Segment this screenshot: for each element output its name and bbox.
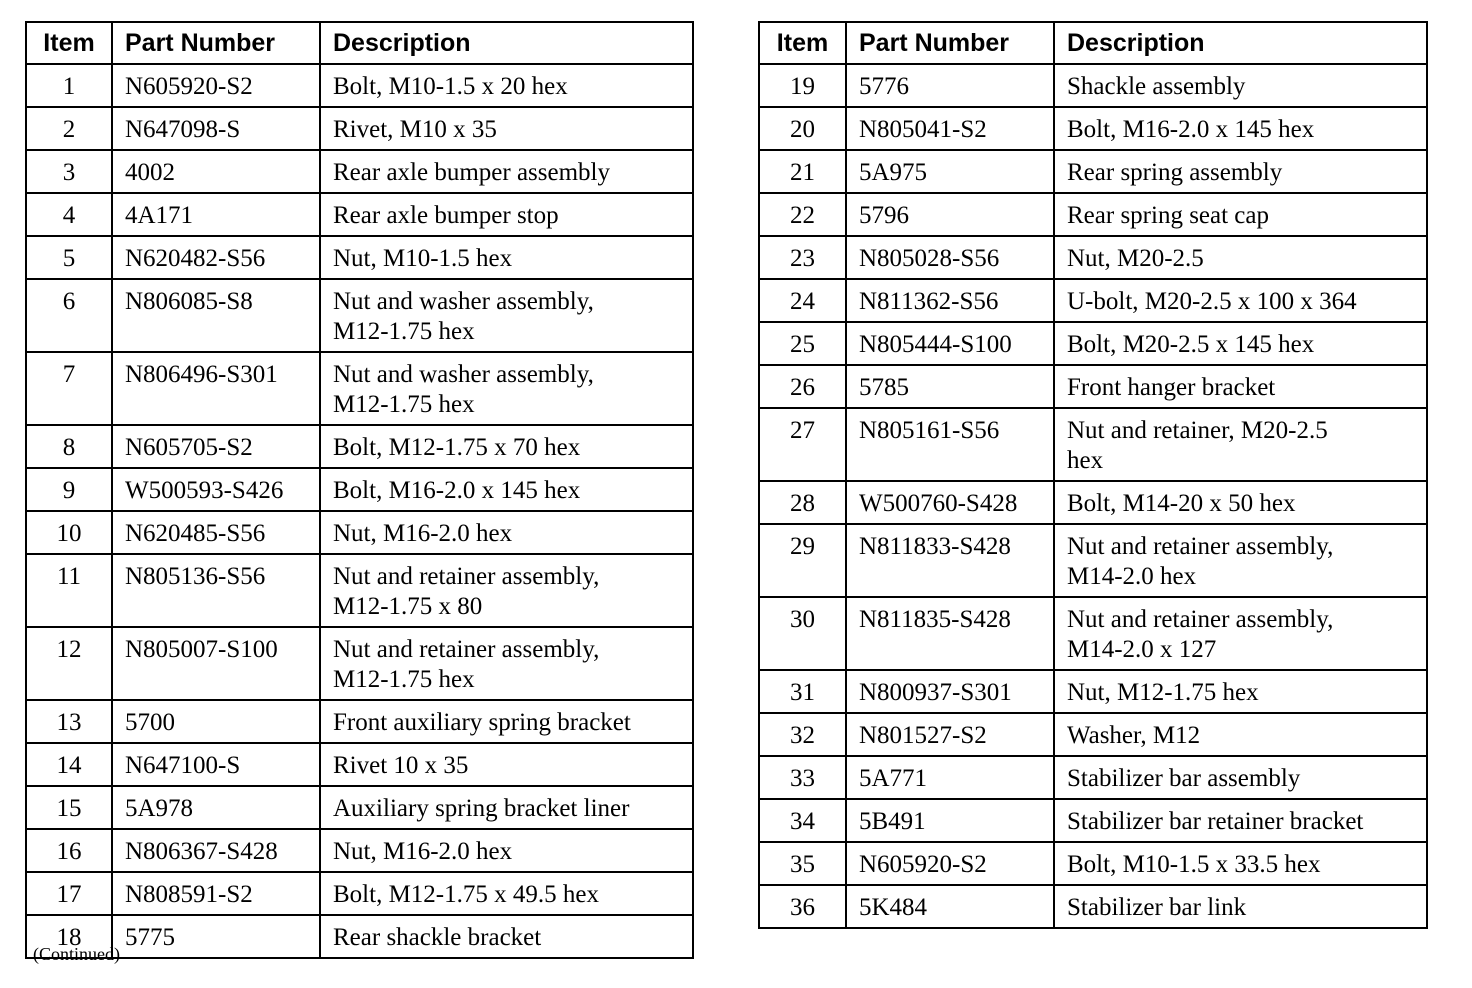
part-number: W500593-S426 bbox=[112, 468, 320, 511]
part-number: N805136-S56 bbox=[112, 554, 320, 627]
part-number: N805444-S100 bbox=[846, 322, 1054, 365]
table-row bbox=[759, 756, 1427, 799]
description bbox=[1054, 279, 1427, 322]
table-row bbox=[759, 279, 1427, 322]
item-number: 34 bbox=[759, 799, 846, 842]
description bbox=[1054, 713, 1427, 756]
part-number: N605705-S2 bbox=[112, 425, 320, 468]
header-description: Description bbox=[320, 22, 693, 64]
part-number: N811833-S428 bbox=[846, 524, 1054, 597]
description bbox=[320, 554, 693, 627]
description bbox=[320, 107, 693, 150]
item-number: 24 bbox=[759, 279, 846, 322]
item-number: 30 bbox=[759, 597, 846, 670]
table-row bbox=[759, 597, 1427, 670]
description-line: Nut and retainer assembly, bbox=[1067, 533, 1334, 560]
description-line: Nut, M12-1.75 hex bbox=[1067, 679, 1259, 706]
parts-table-left bbox=[25, 21, 694, 959]
table-row bbox=[26, 236, 693, 279]
description bbox=[320, 829, 693, 872]
description bbox=[1054, 236, 1427, 279]
description-line: Stabilizer bar retainer bracket bbox=[1067, 808, 1364, 835]
parts-table-right bbox=[758, 21, 1428, 929]
description bbox=[320, 236, 693, 279]
item-number: 33 bbox=[759, 756, 846, 799]
item-number: 2 bbox=[26, 107, 112, 150]
table-row bbox=[26, 352, 693, 425]
part-number: N805007-S100 bbox=[112, 627, 320, 700]
header-part-number: Part Number bbox=[112, 22, 320, 64]
description-line-2: M14-2.0 hex bbox=[1067, 563, 1197, 590]
description-line: Nut, M16-2.0 hex bbox=[333, 520, 513, 547]
part-number: 4002 bbox=[112, 150, 320, 193]
header-description: Description bbox=[1054, 22, 1427, 64]
table-row bbox=[26, 468, 693, 511]
item-number: 9 bbox=[26, 468, 112, 511]
item-number: 1 bbox=[26, 64, 112, 107]
header-item: Item bbox=[759, 22, 846, 64]
description-line: Washer, M12 bbox=[1067, 722, 1201, 749]
description bbox=[320, 700, 693, 743]
table-row bbox=[759, 236, 1427, 279]
description bbox=[1054, 107, 1427, 150]
item-number: 20 bbox=[759, 107, 846, 150]
table-row bbox=[26, 829, 693, 872]
description bbox=[320, 150, 693, 193]
table-row bbox=[759, 713, 1427, 756]
description-line: Bolt, M16-2.0 x 145 hex bbox=[333, 477, 581, 504]
part-number: N805028-S56 bbox=[846, 236, 1054, 279]
item-number: 32 bbox=[759, 713, 846, 756]
item-number: 22 bbox=[759, 193, 846, 236]
description bbox=[320, 511, 693, 554]
table-row bbox=[759, 365, 1427, 408]
description bbox=[1054, 799, 1427, 842]
description bbox=[320, 64, 693, 107]
item-number: 13 bbox=[26, 700, 112, 743]
part-number: N801527-S2 bbox=[846, 713, 1054, 756]
description-line: Nut and retainer assembly, bbox=[333, 636, 600, 663]
part-number: N800937-S301 bbox=[846, 670, 1054, 713]
table-row bbox=[759, 408, 1427, 481]
table-row bbox=[26, 64, 693, 107]
description bbox=[1054, 322, 1427, 365]
description-line: Bolt, M10-1.5 x 20 hex bbox=[333, 73, 568, 100]
table-row bbox=[26, 107, 693, 150]
description bbox=[1054, 756, 1427, 799]
description-line: Front hanger bracket bbox=[1067, 374, 1276, 401]
description bbox=[1054, 408, 1427, 481]
table-row bbox=[759, 842, 1427, 885]
description bbox=[320, 627, 693, 700]
table-row bbox=[759, 885, 1427, 928]
table-header-row bbox=[759, 22, 1427, 64]
description-line: Nut, M20-2.5 bbox=[1067, 245, 1204, 272]
description-line: Stabilizer bar link bbox=[1067, 894, 1247, 921]
description bbox=[1054, 481, 1427, 524]
description-line: Rear axle bumper stop bbox=[333, 202, 559, 229]
table-row bbox=[759, 150, 1427, 193]
item-number: 12 bbox=[26, 627, 112, 700]
item-number: 21 bbox=[759, 150, 846, 193]
description-line: Nut and retainer assembly, bbox=[1067, 606, 1334, 633]
description-line: Nut and washer assembly, bbox=[333, 288, 594, 315]
header-part-number: Part Number bbox=[846, 22, 1054, 64]
header-item: Item bbox=[26, 22, 112, 64]
part-number: N805161-S56 bbox=[846, 408, 1054, 481]
description bbox=[320, 915, 693, 958]
part-number: 4A171 bbox=[112, 193, 320, 236]
table-row bbox=[759, 524, 1427, 597]
item-number: 28 bbox=[759, 481, 846, 524]
table-row bbox=[26, 872, 693, 915]
description bbox=[320, 786, 693, 829]
description-line: Rear shackle bracket bbox=[333, 924, 542, 951]
description-line: Bolt, M16-2.0 x 145 hex bbox=[1067, 116, 1315, 143]
description-line: Rivet, M10 x 35 bbox=[333, 116, 497, 143]
item-number: 36 bbox=[759, 885, 846, 928]
table-row bbox=[759, 670, 1427, 713]
item-number: 17 bbox=[26, 872, 112, 915]
table-row bbox=[26, 279, 693, 352]
description bbox=[1054, 670, 1427, 713]
description-line-2: M12-1.75 x 80 bbox=[333, 593, 483, 620]
table-row bbox=[26, 627, 693, 700]
item-number: 31 bbox=[759, 670, 846, 713]
continued-note: (Continued) bbox=[33, 944, 120, 964]
item-number: 8 bbox=[26, 425, 112, 468]
table-row bbox=[26, 511, 693, 554]
table-row bbox=[26, 150, 693, 193]
table-row bbox=[26, 786, 693, 829]
part-number: 5785 bbox=[846, 365, 1054, 408]
item-number: 15 bbox=[26, 786, 112, 829]
description-line: Rear spring seat cap bbox=[1067, 202, 1270, 229]
part-number: N620482-S56 bbox=[112, 236, 320, 279]
description bbox=[320, 872, 693, 915]
part-number: N805041-S2 bbox=[846, 107, 1054, 150]
description-line: Nut, M10-1.5 hex bbox=[333, 245, 513, 272]
item-number: 7 bbox=[26, 352, 112, 425]
description bbox=[320, 352, 693, 425]
description-line: Bolt, M10-1.5 x 33.5 hex bbox=[1067, 851, 1321, 878]
description-line: Bolt, M14-20 x 50 hex bbox=[1067, 490, 1296, 517]
description bbox=[1054, 150, 1427, 193]
description bbox=[320, 425, 693, 468]
description-line: Stabilizer bar assembly bbox=[1067, 765, 1301, 792]
description bbox=[320, 468, 693, 511]
part-number: 5A978 bbox=[112, 786, 320, 829]
description bbox=[320, 193, 693, 236]
table-row bbox=[759, 799, 1427, 842]
item-number: 23 bbox=[759, 236, 846, 279]
description-line: Front auxiliary spring bracket bbox=[333, 709, 631, 736]
part-number: W500760-S428 bbox=[846, 481, 1054, 524]
part-number: N647100-S bbox=[112, 743, 320, 786]
description bbox=[1054, 842, 1427, 885]
part-number: N806496-S301 bbox=[112, 352, 320, 425]
table-row bbox=[26, 554, 693, 627]
description bbox=[1054, 193, 1427, 236]
item-number: 25 bbox=[759, 322, 846, 365]
description-line: U-bolt, M20-2.5 x 100 x 364 bbox=[1067, 288, 1357, 315]
description-line: Auxiliary spring bracket liner bbox=[333, 795, 630, 822]
description bbox=[320, 279, 693, 352]
item-number: 16 bbox=[26, 829, 112, 872]
item-number: 4 bbox=[26, 193, 112, 236]
item-number: 3 bbox=[26, 150, 112, 193]
table-row bbox=[26, 743, 693, 786]
description bbox=[1054, 885, 1427, 928]
description-line-2: hex bbox=[1067, 447, 1104, 474]
table-row bbox=[759, 193, 1427, 236]
description-line: Nut and washer assembly, bbox=[333, 361, 594, 388]
description-line: Rivet 10 x 35 bbox=[333, 752, 469, 779]
item-number: 5 bbox=[26, 236, 112, 279]
description-line: Shackle assembly bbox=[1067, 73, 1246, 100]
table-row bbox=[759, 107, 1427, 150]
table-row bbox=[759, 64, 1427, 107]
description-line: Bolt, M12-1.75 x 49.5 hex bbox=[333, 881, 599, 908]
part-number: N806367-S428 bbox=[112, 829, 320, 872]
part-number: N620485-S56 bbox=[112, 511, 320, 554]
item-number: 27 bbox=[759, 408, 846, 481]
description bbox=[1054, 524, 1427, 597]
table-row bbox=[26, 425, 693, 468]
part-number: N811362-S56 bbox=[846, 279, 1054, 322]
part-number: N808591-S2 bbox=[112, 872, 320, 915]
part-number: 5B491 bbox=[846, 799, 1054, 842]
description-line-2: M12-1.75 hex bbox=[333, 666, 475, 693]
description bbox=[1054, 64, 1427, 107]
description bbox=[320, 743, 693, 786]
item-number: 6 bbox=[26, 279, 112, 352]
description-line-2: M12-1.75 hex bbox=[333, 318, 475, 345]
description-line: Rear axle bumper assembly bbox=[333, 159, 610, 186]
table-row bbox=[26, 193, 693, 236]
part-number: N605920-S2 bbox=[846, 842, 1054, 885]
item-number: 29 bbox=[759, 524, 846, 597]
part-number: N806085-S8 bbox=[112, 279, 320, 352]
description-line-2: M14-2.0 x 127 bbox=[1067, 636, 1217, 663]
part-number: 5700 bbox=[112, 700, 320, 743]
item-number: 14 bbox=[26, 743, 112, 786]
part-number: 5796 bbox=[846, 193, 1054, 236]
part-number: N811835-S428 bbox=[846, 597, 1054, 670]
table-row bbox=[759, 481, 1427, 524]
item-number: 11 bbox=[26, 554, 112, 627]
table-row bbox=[26, 700, 693, 743]
description-line: Nut and retainer, M20-2.5 bbox=[1067, 417, 1328, 444]
part-number: 5776 bbox=[846, 64, 1054, 107]
description-line: Bolt, M12-1.75 x 70 hex bbox=[333, 434, 581, 461]
item-number: 19 bbox=[759, 64, 846, 107]
description-line-2: M12-1.75 hex bbox=[333, 391, 475, 418]
description-line: Bolt, M20-2.5 x 145 hex bbox=[1067, 331, 1315, 358]
description-line: Rear spring assembly bbox=[1067, 159, 1283, 186]
table-header-row bbox=[26, 22, 693, 64]
part-number: N647098-S bbox=[112, 107, 320, 150]
item-number: 18 bbox=[26, 915, 112, 958]
description-line: Nut, M16-2.0 hex bbox=[333, 838, 513, 865]
item-number: 26 bbox=[759, 365, 846, 408]
item-number: 10 bbox=[26, 511, 112, 554]
description bbox=[1054, 597, 1427, 670]
part-number: N605920-S2 bbox=[112, 64, 320, 107]
part-number: 5775 bbox=[112, 915, 320, 958]
table-row bbox=[759, 322, 1427, 365]
item-number: 35 bbox=[759, 842, 846, 885]
part-number: 5A975 bbox=[846, 150, 1054, 193]
part-number: 5K484 bbox=[846, 885, 1054, 928]
description bbox=[1054, 365, 1427, 408]
description-line: Nut and retainer assembly, bbox=[333, 563, 600, 590]
table-row bbox=[26, 915, 693, 958]
part-number: 5A771 bbox=[846, 756, 1054, 799]
